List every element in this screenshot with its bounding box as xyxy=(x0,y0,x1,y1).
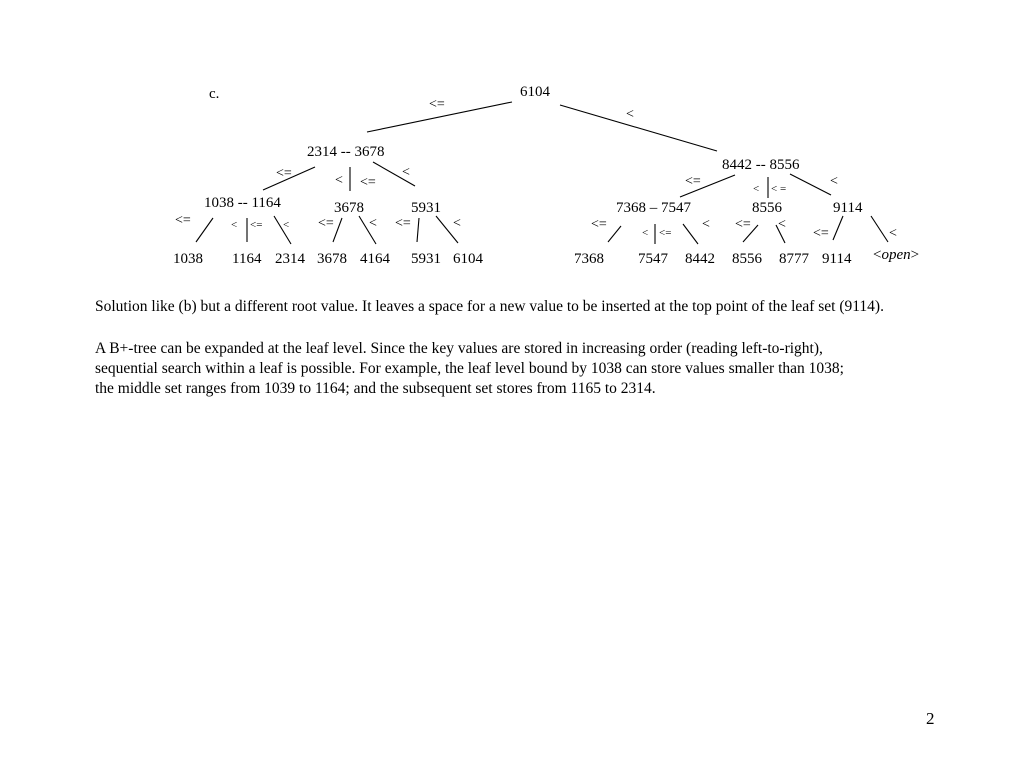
edge-l2-a xyxy=(333,218,342,242)
op-r2-2: < xyxy=(778,217,786,232)
op-root-left: <= xyxy=(429,97,445,112)
internal-node-r3: 9114 xyxy=(833,200,863,216)
edge-l3-a xyxy=(417,218,419,242)
edge-l1-a xyxy=(196,218,213,242)
edge-r1-c xyxy=(683,224,698,244)
edge-r3-b xyxy=(871,216,888,242)
leaf-8556: 8556 xyxy=(732,251,762,267)
explanation-line-3: the middle set ranges from 1039 to 1164; and the subsequent set stores from 1165 to 2314. xyxy=(95,380,656,397)
leaf-6104: 6104 xyxy=(453,251,483,267)
tree-edges xyxy=(0,0,1024,300)
op-left-1: <= xyxy=(276,166,292,181)
op-left-2b: <= xyxy=(360,175,376,190)
op-r3-1: <= xyxy=(813,226,829,241)
op-right-2a: < xyxy=(753,183,760,195)
op-r3-2: < xyxy=(889,226,897,241)
op-r2-1: <= xyxy=(735,217,751,232)
leaf-9114: 9114 xyxy=(822,251,852,267)
op-right-2b: < = xyxy=(771,183,787,195)
leaf-open-word: open xyxy=(881,247,911,263)
op-l1-2b: <= xyxy=(250,219,263,231)
leaf-open-lt: < xyxy=(873,247,882,263)
leaf-5931: 5931 xyxy=(411,251,441,267)
leaf-8777: 8777 xyxy=(779,251,809,267)
root-node: 6104 xyxy=(520,84,550,100)
internal-node-l3: 5931 xyxy=(411,200,441,216)
internal-node-left: 2314 -- 3678 xyxy=(307,144,385,160)
leaf-8442: 8442 xyxy=(685,251,715,267)
leaf-3678: 3678 xyxy=(317,251,347,267)
op-right-3: < xyxy=(830,174,838,189)
leaf-4164: 4164 xyxy=(360,251,390,267)
explanation-line-2: sequential search within a leaf is possible. For example, the leaf level bound by 1038 can store values smaller than 1038; xyxy=(95,360,844,377)
leaf-2314: 2314 xyxy=(275,251,305,267)
edge-root-right xyxy=(560,105,717,151)
page-number: 2 xyxy=(926,709,935,728)
op-l1-2a: < xyxy=(231,219,238,231)
op-r1-2b: <= xyxy=(659,227,672,239)
op-r1-2a: < xyxy=(642,227,649,239)
op-l2-1: <= xyxy=(318,216,334,231)
edge-right-r3 xyxy=(790,174,831,195)
solution-paragraph: Solution like (b) but a different root value. It leaves a space for a new value to be inserted at the top point of the leaf set (9114). xyxy=(95,298,884,315)
edge-r3-a xyxy=(833,216,843,240)
op-r1-3: < xyxy=(702,217,710,232)
leaf-1038: 1038 xyxy=(173,251,203,267)
op-left-3: < xyxy=(402,165,410,180)
internal-node-l1: 1038 -- 1164 xyxy=(204,195,281,211)
leaf-1164: 1164 xyxy=(232,251,262,267)
part-label: c. xyxy=(209,86,220,102)
op-l1-1: <= xyxy=(175,213,191,228)
op-l3-1: <= xyxy=(395,216,411,231)
explanation-line-1: A B+-tree can be expanded at the leaf level. Since the key values are stored in increasing order (reading left-to-right), xyxy=(95,340,823,357)
op-l1-3: < xyxy=(283,219,290,231)
leaf-7547: 7547 xyxy=(638,251,668,267)
op-l2-2: < xyxy=(369,216,377,231)
op-root-right: < xyxy=(626,107,634,122)
op-l3-2: < xyxy=(453,216,461,231)
internal-node-l2: 3678 xyxy=(334,200,364,216)
op-r1-1: <= xyxy=(591,217,607,232)
op-left-2a: < xyxy=(335,173,343,188)
leaf-open-gt: > xyxy=(910,247,920,263)
op-right-1: <= xyxy=(685,174,701,189)
internal-node-right: 8442 -- 8556 xyxy=(722,157,800,173)
internal-node-r1: 7368 – 7547 xyxy=(616,200,691,216)
leaf-open xyxy=(873,247,919,263)
edge-r1-a xyxy=(608,226,621,242)
leaf-7368: 7368 xyxy=(574,251,604,267)
internal-node-r2: 8556 xyxy=(752,200,782,216)
